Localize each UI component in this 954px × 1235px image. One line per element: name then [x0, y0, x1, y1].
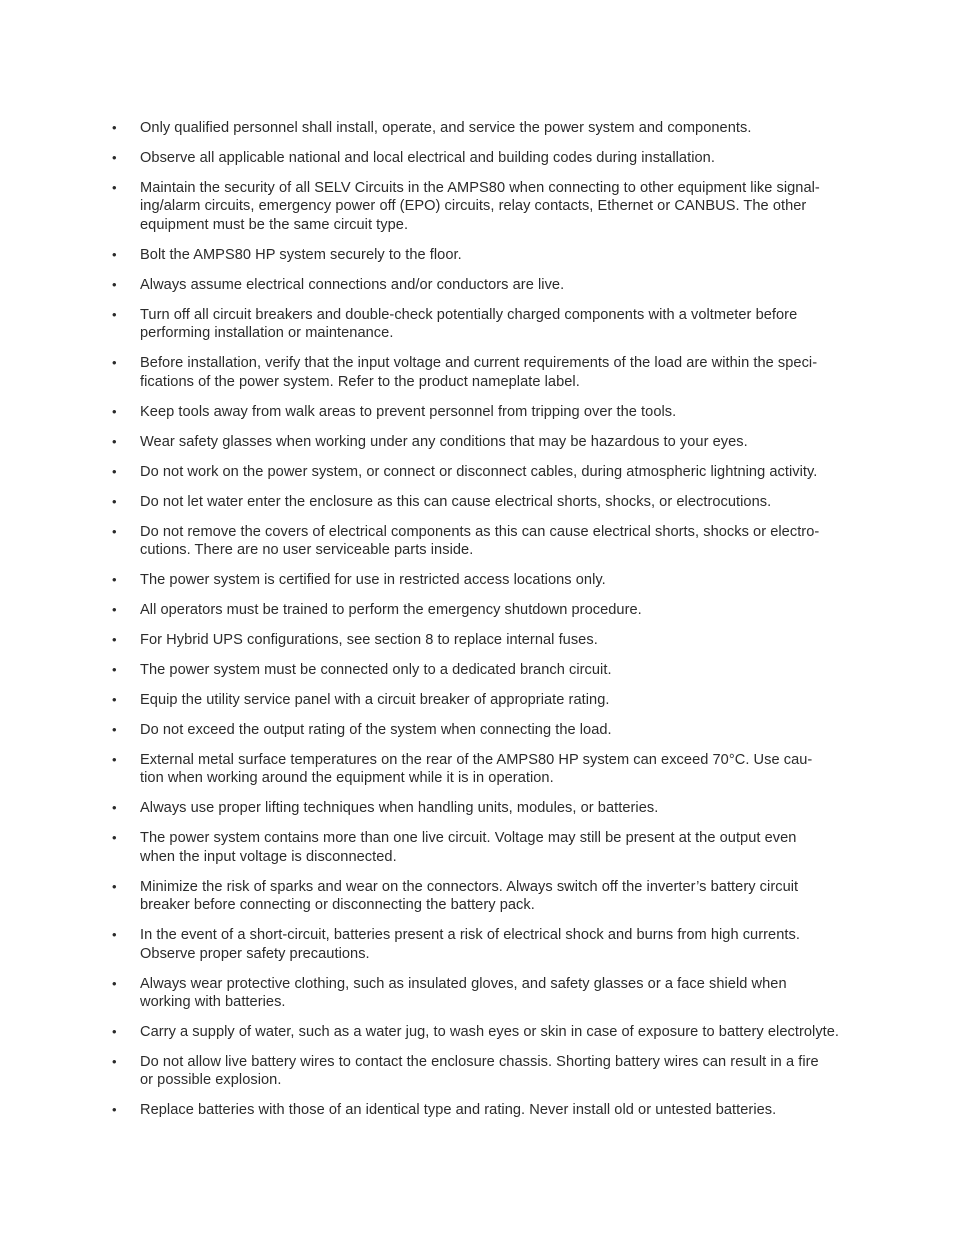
list-item-text: Observe all applicable national and local electrical and building codes during installation. — [140, 150, 715, 166]
list-item — [112, 463, 872, 481]
list-item-text: Always wear protective clothing, such as insulated gloves, and safety glasses or a face shield when working with batteries. — [140, 975, 787, 1011]
bullet-icon: • — [112, 246, 117, 262]
list-item-text: External metal surface temperatures on the rear of the AMPS80 HP system can exceed 70°C. Use cau- tion when working around the equipment while it is in operation. — [140, 752, 813, 787]
bullet-icon: • — [112, 523, 117, 539]
list-item-text: The power system must be connected only to a dedicated branch circuit. — [140, 662, 612, 679]
bullet-icon: • — [112, 276, 117, 292]
bullet-icon: • — [112, 662, 117, 678]
list-item — [112, 119, 872, 137]
list-item — [112, 829, 872, 866]
list-item — [112, 1023, 872, 1041]
list-item-text: Bolt the AMPS80 HP system securely to the floor. — [140, 246, 462, 263]
bullet-icon: • — [112, 180, 117, 195]
bullet-icon: • — [112, 493, 117, 509]
list-item-text: Before installation, verify that the input voltage and current requirements of the load are within the speci- fications of the power system. Refer to the product nameplate label. — [140, 355, 818, 390]
list-item-text: Turn off all circuit breakers and double-check potentially charged components with a voltmeter before performing installation or maintenance. — [140, 306, 798, 342]
list-item — [112, 149, 872, 167]
bullet-icon: • — [112, 433, 117, 449]
bullet-icon: • — [112, 572, 117, 588]
list-item-text: Keep tools away from walk areas to prevent personnel from tripping over the tools. — [140, 403, 677, 420]
list-item-text: Only qualified personnel shall install, operate, and service the power system and components. — [140, 120, 752, 136]
bullet-icon: • — [112, 1024, 117, 1040]
list-item — [112, 571, 872, 589]
list-item-text: The power system contains more than one live circuit. Voltage may still be present at the output even when the input voltage is disconnected. — [140, 830, 797, 865]
list-item — [112, 1101, 872, 1119]
list-item-text: Do not allow live battery wires to contact the enclosure chassis. Shorting battery wires can result in a fire or possible explosion. — [140, 1054, 819, 1089]
bullet-icon: • — [112, 1102, 117, 1118]
list-item-text: Maintain the security of all SELV Circuits in the AMPS80 when connecting to other equipment like signal- ing/alarm circuits, emergency power off (EPO) circuits, relay contacts, Ethernet or CANBUS. The other equipment must be the same circuit type. — [140, 180, 820, 233]
list-item-text: Do not let water enter the enclosure as this can cause electrical shorts, shocks, or electrocutions. — [140, 493, 772, 510]
list-item-text: For Hybrid UPS configurations, see section 8 to replace internal fuses. — [140, 632, 598, 649]
list-item — [112, 523, 872, 560]
list-item — [112, 751, 872, 788]
bullet-icon: • — [112, 692, 117, 708]
list-item — [112, 601, 872, 619]
list-item — [112, 926, 872, 963]
list-item — [112, 691, 872, 709]
bullet-icon: • — [112, 830, 117, 846]
list-item-text: Wear safety glasses when working under any conditions that may be hazardous to your eyes. — [140, 433, 748, 450]
bullet-icon: • — [112, 878, 117, 894]
list-item — [112, 1053, 872, 1090]
list-item — [112, 661, 872, 679]
list-item — [112, 799, 872, 817]
bullet-icon: • — [112, 927, 117, 943]
bullet-icon: • — [112, 120, 117, 135]
list-item — [112, 246, 872, 264]
list-item-text: All operators must be trained to perform the emergency shutdown procedure. — [140, 602, 642, 619]
bullet-icon: • — [112, 1054, 117, 1070]
list-item-text: Do not remove the covers of electrical components as this can cause electrical shorts, shocks or electro- cutions. There are no user serviceable parts inside. — [140, 523, 820, 559]
list-item — [112, 276, 872, 294]
list-item — [112, 631, 872, 649]
list-item-text: Always assume electrical connections and/or conductors are live. — [140, 276, 565, 293]
bullet-icon: • — [112, 722, 117, 738]
list-item — [112, 354, 872, 391]
list-item-text: Replace batteries with those of an identical type and rating. Never install old or untested batteries. — [140, 1102, 777, 1119]
list-item — [112, 403, 872, 421]
list-item — [112, 179, 872, 234]
list-item-text: Do not exceed the output rating of the system when connecting the load. — [140, 722, 612, 739]
list-item-text: The power system is certified for use in restricted access locations only. — [140, 572, 606, 589]
bullet-icon: • — [112, 752, 117, 768]
list-item-text: Always use proper lifting techniques when handling units, modules, or batteries. — [140, 800, 659, 817]
list-item — [112, 878, 872, 915]
safety-bullet-list — [112, 119, 872, 1131]
bullet-icon: • — [112, 800, 117, 816]
list-item — [112, 433, 872, 451]
bullet-icon: • — [112, 463, 117, 479]
list-item-text: In the event of a short-circuit, batteries present a risk of electrical shock and burns from high currents. Observe proper safety precautions. — [140, 927, 800, 962]
list-item — [112, 721, 872, 739]
list-item — [112, 975, 872, 1012]
list-item — [112, 306, 872, 343]
list-item — [112, 493, 872, 511]
bullet-icon: • — [112, 403, 117, 419]
bullet-icon: • — [112, 632, 117, 648]
bullet-icon: • — [112, 975, 117, 991]
list-item-text: Do not work on the power system, or connect or disconnect cables, during atmospheric lightning activity. — [140, 463, 818, 480]
list-item-text: Minimize the risk of sparks and wear on the connectors. Always switch off the inverter’s battery circuit breaker before connecting or disconnecting the battery pack. — [140, 878, 799, 914]
bullet-icon: • — [112, 355, 117, 371]
bullet-icon: • — [112, 306, 117, 322]
list-item-text: Carry a supply of water, such as a water jug, to wash eyes or skin in case of exposure to battery electrolyte. — [140, 1024, 840, 1041]
list-item-text: Equip the utility service panel with a circuit breaker of appropriate rating. — [140, 692, 610, 709]
bullet-icon: • — [112, 602, 117, 618]
bullet-icon: • — [112, 150, 117, 165]
